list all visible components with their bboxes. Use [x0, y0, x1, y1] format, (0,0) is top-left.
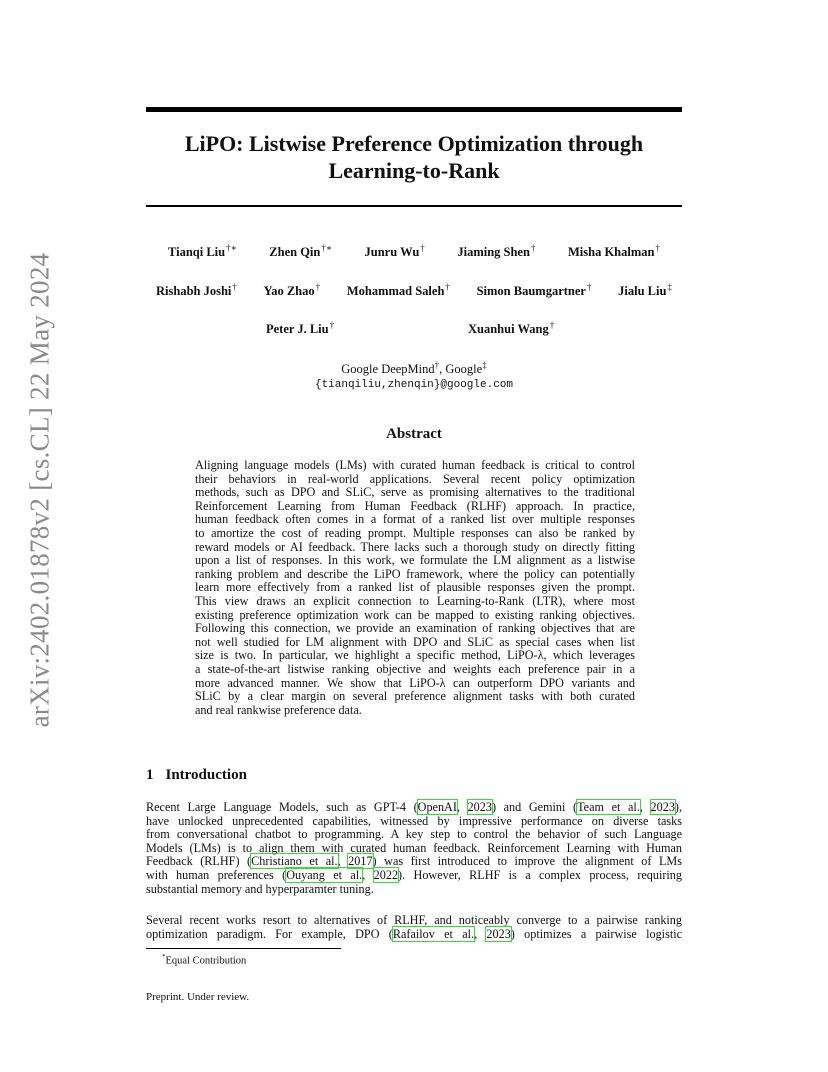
paragraph-line [146, 801, 682, 815]
author-mark: † [586, 282, 592, 292]
author-name: Yao Zhao [263, 284, 315, 299]
author-email[interactable]: {tianqiliu,zhenqin}@google.com [314, 379, 514, 392]
text-run: ) and Gemini ( [491, 800, 578, 814]
abstract-line: a state-of-the-art listwise ranking objective and weights each preference pair in a [195, 661, 635, 676]
author [264, 282, 321, 300]
arxiv-identifier-stamp [20, 252, 60, 728]
paper-title [146, 130, 682, 184]
author-name: Zhen Qin [269, 245, 321, 260]
author [347, 282, 450, 300]
abstract-line: existing preference optimization work can be mapped to existing ranking objectives. [195, 607, 635, 622]
section-heading-introduction [146, 767, 247, 784]
abstract-body [195, 459, 635, 717]
abstract-line: not well studied for LM alignment with DPO and SLiC as special cases when list [195, 634, 635, 649]
paragraph-line: substantial memory and hyperparamter tuning. [146, 881, 374, 896]
footnote-mark: * [162, 953, 166, 961]
section-number: 1 [146, 767, 154, 783]
text-run: ), [674, 800, 683, 814]
abstract-line: more advanced manner. We show that LiPO-λ can outperform DPO variants and [195, 675, 635, 690]
abstract-line: to amortize the cost of reading prompt. Multiple responses can also be ranked by [195, 525, 635, 540]
text-run: ). However, RLHF is a complex process, requiring [398, 867, 682, 882]
footnote-rule [146, 948, 341, 949]
section-title: Introduction [165, 767, 247, 783]
author-name: Simon Baumgartner [476, 284, 586, 299]
author-row-1 [146, 243, 682, 261]
abstract-line: reward models or AI feedback. There lacks such a thorough study on directly fitting [195, 539, 635, 554]
text-run: ) was first introduced to improve the alignment of LMs [372, 854, 682, 869]
affiliation-mark: ‡ [482, 360, 487, 370]
paragraph-line: have unlocked unprecedented capabilities, witnessed by impressive performance on diverse tasks [146, 813, 682, 828]
text-run: , [639, 800, 651, 814]
author [568, 243, 660, 261]
author-mark: † [655, 243, 660, 253]
author-name: Rishabh Joshi [156, 284, 232, 299]
text-run: , [337, 854, 349, 869]
abstract-line: upon a list of responses. In this work, we formulate the LM alignment as a listwise [195, 553, 635, 568]
author-mark: † [445, 282, 450, 292]
citation-link[interactable]: 2023 [467, 800, 492, 814]
paragraph-line: Models (LMs) is to align them with curated human feedback. Reinforcement Learning with Human [146, 840, 682, 855]
affiliation-line [146, 357, 682, 377]
author-mark: ‡ [667, 282, 672, 292]
author-mark: †∗ [226, 243, 237, 253]
author [266, 320, 334, 337]
affiliation-mark: † [434, 360, 440, 370]
text-run: Feedback (RLHF) ( [146, 854, 252, 869]
abstract-line: Aligning language models (LMs) with curated human feedback is critical to control [195, 458, 635, 472]
abstract-heading: Abstract [386, 426, 442, 442]
author-mark: † [315, 282, 321, 292]
citation-link[interactable]: 2023 [486, 926, 511, 941]
author-mark: † [549, 320, 555, 330]
abstract-line: learn more effectively from a ranked list of plausible responses given the prompt. [195, 580, 635, 595]
text-run: with human preferences ( [146, 867, 287, 882]
paragraph-line: from conversational chatbot to programming. A key step to control the behavior of such Language [146, 827, 682, 842]
text-run: , [474, 926, 487, 941]
affiliation-org: Google [445, 362, 483, 377]
author-name: Junru Wu [364, 245, 420, 260]
author [468, 320, 554, 337]
text-run: , [456, 800, 468, 814]
affiliation-org: Google DeepMind [341, 362, 435, 377]
footnote [162, 953, 246, 967]
abstract-line: size is two. In particular, we highlight a specific method, LiPO-λ, which leverages [195, 648, 635, 663]
citation-link[interactable]: Christiano et al. [251, 854, 338, 869]
intro-paragraph-2 [146, 914, 682, 941]
title-top-rule [146, 107, 682, 112]
abstract-line: their behaviors in real-world applications. Several recent policy optimization [195, 471, 635, 486]
author-mark: † [232, 282, 237, 292]
author-row-3 [146, 320, 682, 338]
author-name: Xuanhui Wang [468, 322, 549, 337]
text-run: , [362, 867, 374, 882]
text-run: Recent Large Language Models, such as GPT-4 ( [146, 800, 418, 814]
text-run: optimization paradigm. For example, DPO ( [146, 926, 393, 941]
footnote-text: Equal Contribution [165, 955, 247, 967]
author-row-2 [146, 282, 682, 300]
paragraph-line [146, 869, 682, 883]
paragraph-line [146, 928, 682, 942]
arxiv-id-text: arXiv:2402.01878v2 [cs.CL] 22 May 2024 [24, 252, 55, 728]
author-name: Jiaming Shen [457, 245, 530, 260]
title-line-2: Learning-to-Rank [328, 158, 500, 183]
abstract-line: human feedback often comes in a format of a ranked list over multiple responses [195, 512, 635, 527]
abstract-line: Reinforcement Learning from Human Feedback (RLHF) approach. In practice, [195, 498, 635, 513]
title-line-1: LiPO: Listwise Preference Optimization through [184, 131, 644, 156]
author [477, 282, 592, 300]
author [168, 243, 237, 261]
citation-link[interactable]: 2023 [650, 800, 675, 814]
text-run: ) optimizes a pairwise logistic [510, 926, 682, 941]
author [457, 243, 535, 261]
author-mark: † [329, 320, 335, 330]
abstract-line: Following this connection, we provide an examination of ranking objectives that are [195, 621, 635, 636]
paragraph-line [146, 855, 682, 869]
author [269, 243, 332, 261]
author [156, 282, 237, 300]
affiliation-separator: , [439, 362, 446, 377]
preprint-note: Preprint. Under review. [146, 991, 250, 1003]
citation-link[interactable]: 2022 [373, 867, 399, 882]
author-name: Tianqi Liu [168, 245, 226, 260]
citation-link[interactable]: Rafailov et al. [392, 926, 475, 941]
citation-link[interactable]: OpenAI [417, 800, 457, 814]
citation-link[interactable]: Team et al. [577, 800, 640, 814]
author-mark: † [420, 243, 425, 253]
author-name: Peter J. Liu [266, 322, 329, 337]
author-name: Jialu Liu [618, 284, 667, 299]
author-name: Misha Khalman [567, 245, 655, 260]
title-bottom-rule [146, 205, 682, 207]
author [365, 243, 425, 261]
citation-link[interactable]: Ouyang et al. [286, 867, 363, 882]
paragraph-line: Several recent works resort to alternatives of RLHF, and noticeably converge to a pairwise ranking [146, 913, 682, 927]
citation-link[interactable]: 2017 [348, 854, 373, 869]
author-name: Mohammad Saleh [346, 284, 445, 299]
affiliation-block [146, 357, 682, 393]
abstract-line: and real rankwise preference data. [195, 702, 362, 717]
author [618, 282, 672, 300]
abstract-line: ranking problem and describe the LiPO framework, where the policy can potentially [195, 566, 635, 581]
abstract-line: SLiC by a clear margin on several preference alignment tasks with both curated [195, 689, 635, 704]
author-mark: † [530, 243, 536, 253]
abstract-line: This view draws an explicit connection to Learning-to-Rank (LTR), where most [195, 593, 635, 608]
abstract-line: methods, such as DPO and SLiC, serve as promising alternatives to the traditional [195, 485, 635, 500]
intro-paragraph-1 [146, 801, 682, 896]
author-mark: †∗ [321, 243, 332, 253]
